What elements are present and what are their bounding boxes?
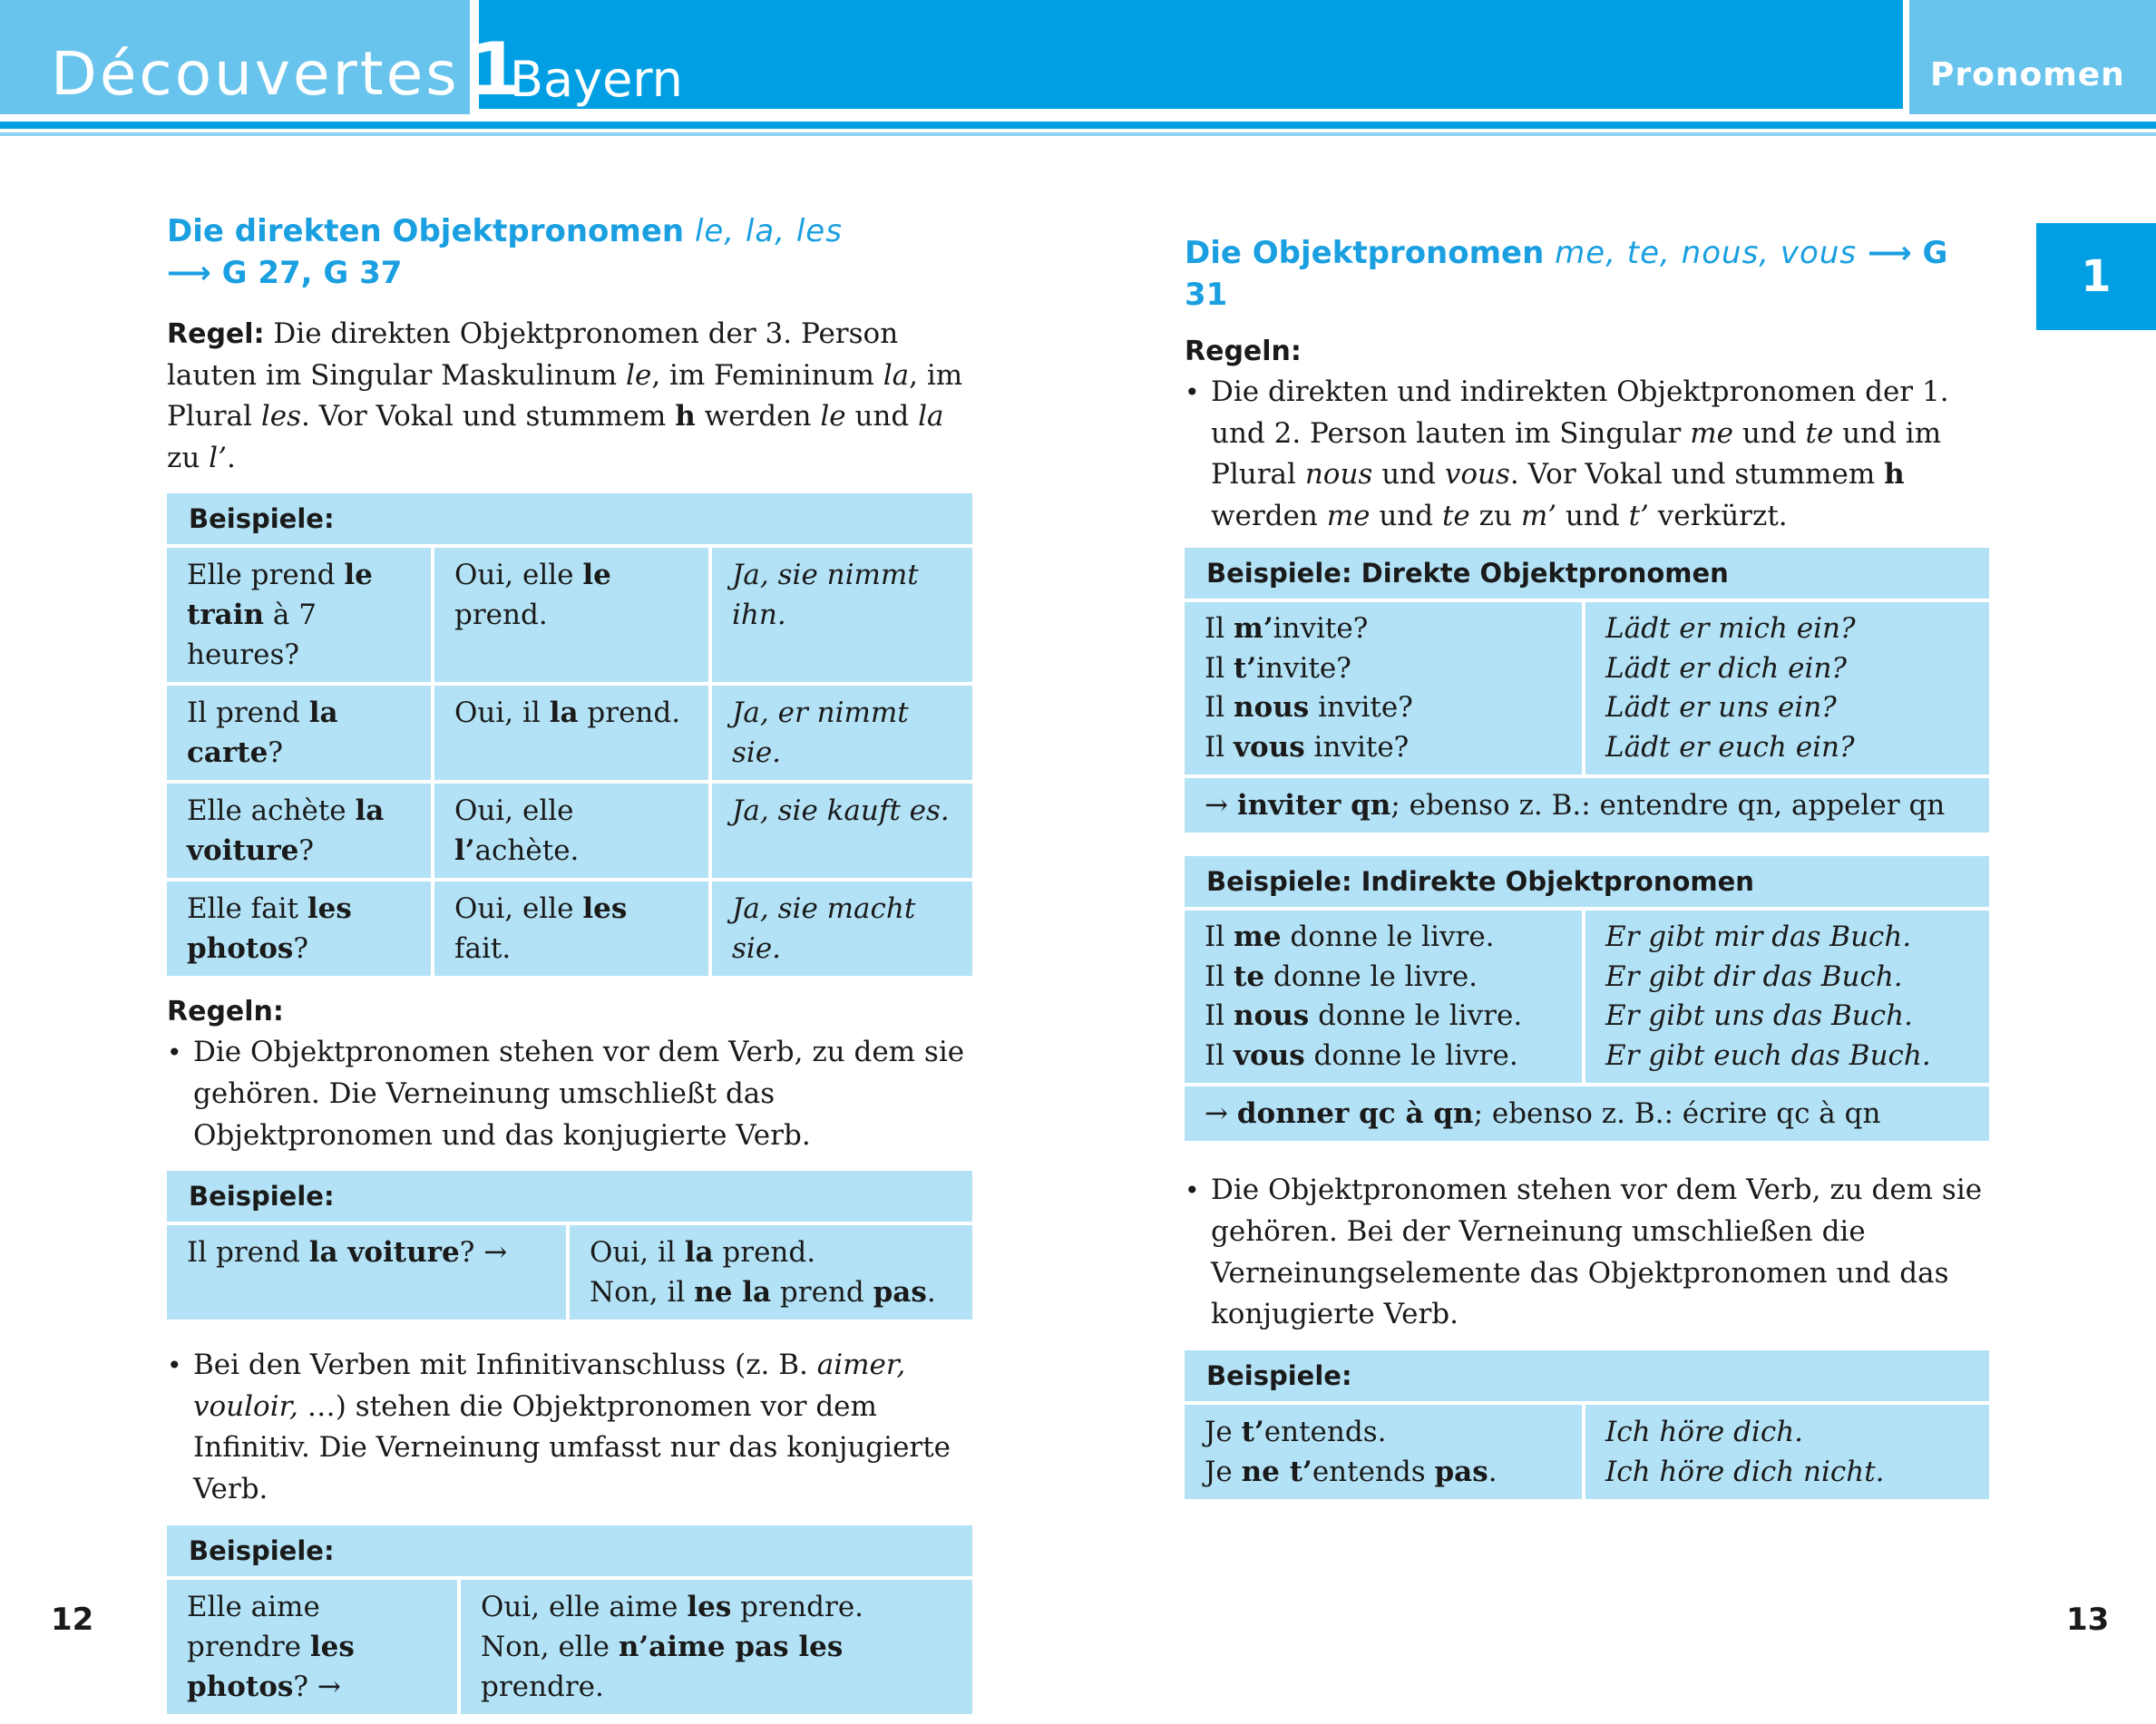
table-header: Beispiele: — [1185, 1350, 1989, 1405]
list-item: • Bei den Verben mit Infinitivanschluss (z. B. aimer, vouloir, …) stehen die Objektpronomen vor dem Infinitiv. Die Verneinung umfasst nur das konjugierte Verb. — [167, 1345, 972, 1510]
table-footer-row: → donner qc à qn; ebenso z. B.: écrire qc à qn — [1205, 1097, 1881, 1131]
left-column — [167, 210, 972, 1714]
list-item: • Die Objektpronomen stehen vor dem Verb, zu dem sie gehören. Bei der Verneinung umschließen die Verneinungselemente das Objektpronomen und das konjugierte Verb. — [1185, 1170, 1989, 1335]
left-title-pronouns: le, la, les — [694, 213, 843, 249]
left-rule-text: Regel: Die direkten Objektpronomen der 3. Person lauten im Singular Maskulinum le, im Femininum la, im Plural les. Vor Vokal und stummem h werden le und la zu l’. — [167, 317, 963, 474]
table-header: Beispiele: — [167, 1525, 972, 1580]
page-number-right: 13 — [2066, 1602, 2110, 1638]
list-item: • Die direkten und indirekten Objektpronomen der 1. und 2. Person lauten im Singular me und te und im Plural nous und vous. Vor Vokal und stummem h werden me und te zu m’ und t’ verkürzt. — [1185, 372, 1989, 537]
brand-title — [51, 27, 523, 112]
right-column — [1185, 232, 1989, 1499]
table-row: Il prend la carte? Oui, il la prend. Ja, er nimmt sie. — [167, 686, 972, 784]
list-item: • Die Objektpronomen stehen vor dem Verb, zu dem sie gehören. Die Verneinung umschließt das Objektpronomen und das konjugierte Verb. — [167, 1032, 972, 1156]
rules-label: Regeln: — [1185, 336, 1302, 367]
examples-table-infinitive — [167, 1525, 972, 1714]
left-section-title — [167, 210, 972, 294]
right-rules-list — [1185, 372, 1989, 537]
table-row: Il prend la voiture? → Oui, il la prend. Non, il ne la prend pas. — [167, 1225, 972, 1320]
header-region-panel — [479, 0, 1903, 109]
examples-table-indirect — [1185, 856, 1989, 1141]
right-title-ref: ⟶ G 31 — [1185, 235, 1948, 313]
table-row: Elle fait les photos? Oui, elle les fait. Ja, sie macht sie. — [167, 881, 972, 976]
rules-label: Regeln: — [167, 996, 284, 1028]
brand-name: Découvertes — [51, 39, 460, 109]
examples-table-negation — [167, 1171, 972, 1320]
left-title-ref: ⟶ G 27, G 37 — [167, 255, 403, 291]
left-rules-list — [167, 1032, 972, 1156]
table-header: Beispiele: — [167, 493, 972, 548]
right-section-title — [1185, 232, 1989, 316]
right-title-pronouns: me, te, nous, vous — [1555, 235, 1858, 271]
header-rule-light — [0, 132, 2156, 136]
table-row: Elle prend le train à 7 heures? Oui, elle le prend. Ja, sie nimmt ihn. — [167, 548, 972, 686]
examples-table-negation-right — [1185, 1350, 1989, 1499]
left-rules-list-2 — [167, 1345, 972, 1510]
topic-label: Pronomen — [1930, 56, 2125, 93]
table-row: Elle achète la voiture? Oui, elle l’achète. Ja, sie kauft es. — [167, 784, 972, 881]
right-rules-list-2 — [1185, 1170, 1989, 1335]
table-row: Elle aime prendre les photos? → Oui, elle aime les prendre. Non, elle n’aime pas les prendre. — [167, 1580, 972, 1714]
table-header: Beispiele: Direkte Objektpronomen — [1185, 548, 1989, 602]
table-row: Il m’invite? Il t’invite? Il nous invite? Il vous invite? Lädt er mich ein? Lädt er dich ein? Lädt er uns ein? Lädt er euch ein? — [1185, 602, 1989, 778]
examples-table-direct — [1185, 548, 1989, 833]
table-row: Je t’entends. Je ne t’entends pas. Ich höre dich. Ich höre dich nicht. — [1185, 1405, 1989, 1499]
left-title-main: Die direkten Objektpronomen — [167, 213, 685, 249]
table-row: Il me donne le livre. Il te donne le livre. Il nous donne le livre. Il vous donne le livre. Er gibt mir das Buch. Er gibt dir das Buch. Er gibt uns das Buch. Er gibt euch das Buch. — [1185, 911, 1989, 1086]
examples-table-direct-3rd — [167, 493, 972, 976]
table-header: Beispiele: Indirekte Objektpronomen — [1185, 856, 1989, 911]
brand-number: 1 — [470, 27, 524, 112]
chapter-tab: 1 — [2036, 223, 2156, 330]
header-rule — [0, 122, 2156, 129]
region-label: Bayern — [510, 51, 683, 108]
page-number-left: 12 — [51, 1602, 94, 1638]
rule-label: Regel: — [167, 318, 265, 350]
table-header: Beispiele: — [167, 1171, 972, 1225]
right-title-main: Die Objektpronomen — [1185, 235, 1545, 271]
table-footer-row: → inviter qn; ebenso z. B.: entendre qn, appeler qn — [1205, 789, 1946, 823]
page-header — [0, 0, 2156, 145]
